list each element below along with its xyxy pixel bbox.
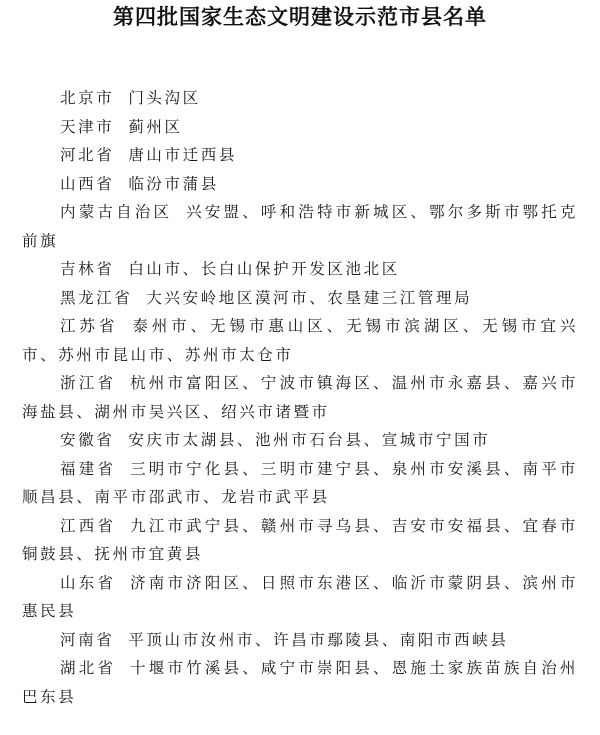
province-name: 内蒙古自治区 [60,203,173,221]
place-names: 安庆市太湖县、池州市石台县、宣城市宁国市 [128,431,491,449]
province-name: 吉林省 [60,260,115,278]
place-names: 济南市济阳区、日照市东港区、临沂市蒙阴县、滨州市惠民县 [22,573,578,620]
list-item [22,426,578,455]
list-item [22,654,578,711]
list-item [22,170,578,199]
place-names: 门头沟区 [128,89,201,107]
province-name: 江西省 [60,516,117,535]
place-names: 泰州市、无锡市惠山区、无锡市滨湖区、无锡市宜兴市、苏州市昆山市、苏州市太仓市 [22,317,578,364]
list-item [22,141,578,170]
province-name: 福建省 [60,459,117,478]
province-name: 黑龙江省 [60,288,133,307]
list-item [22,312,578,369]
province-name: 北京市 [60,89,115,107]
province-name: 江苏省 [60,317,119,335]
list-item [22,198,578,255]
province-name: 安徽省 [60,431,115,449]
province-name: 河北省 [60,146,115,164]
province-name: 湖北省 [60,659,117,677]
list-item [22,455,578,512]
province-name: 山西省 [60,174,115,193]
place-names: 白山市、长白山保护开发区池北区 [128,260,400,278]
province-name: 天津市 [60,117,115,136]
list-item [22,569,578,626]
list-item [22,512,578,569]
place-names: 平顶山市汝州市、许昌市鄢陵县、南阳市西峡县 [128,630,509,649]
place-names: 临汾市蒲县 [128,174,219,193]
province-name: 河南省 [60,630,115,649]
place-names: 十堰市竹溪县、咸宁市崇阳县、恩施土家族苗族自治州巴东县 [22,659,578,706]
place-names: 九江市武宁县、赣州市寻乌县、吉安市安福县、宜春市铜鼓县、抚州市宜黄县 [22,516,578,563]
province-name: 浙江省 [60,374,117,392]
list-item [22,369,578,426]
place-names: 唐山市迁西县 [128,146,237,164]
region-list [22,84,578,711]
list-item [22,84,578,113]
place-names: 杭州市富阳区、宁波市镇海区、温州市永嘉县、嘉兴市海盐县、湖州市吴兴区、绍兴市诸暨市 [22,374,578,421]
province-name: 山东省 [60,573,117,592]
list-item [22,626,578,655]
place-names: 蓟州区 [128,117,183,136]
place-names: 三明市宁化县、三明市建宁县、泉州市安溪县、南平市顺昌县、南平市邵武市、龙岩市武平县 [22,459,578,506]
place-names: 大兴安岭地区漠河市、农垦建三江管理局 [146,288,473,307]
place-names: 兴安盟、呼和浩特市新城区、鄂尔多斯市鄂托克前旗 [22,203,578,250]
list-item [22,255,578,284]
page-title: 第四批国家生态文明建设示范市县名单 [113,5,487,29]
list-item [22,113,578,142]
list-item [22,284,578,313]
